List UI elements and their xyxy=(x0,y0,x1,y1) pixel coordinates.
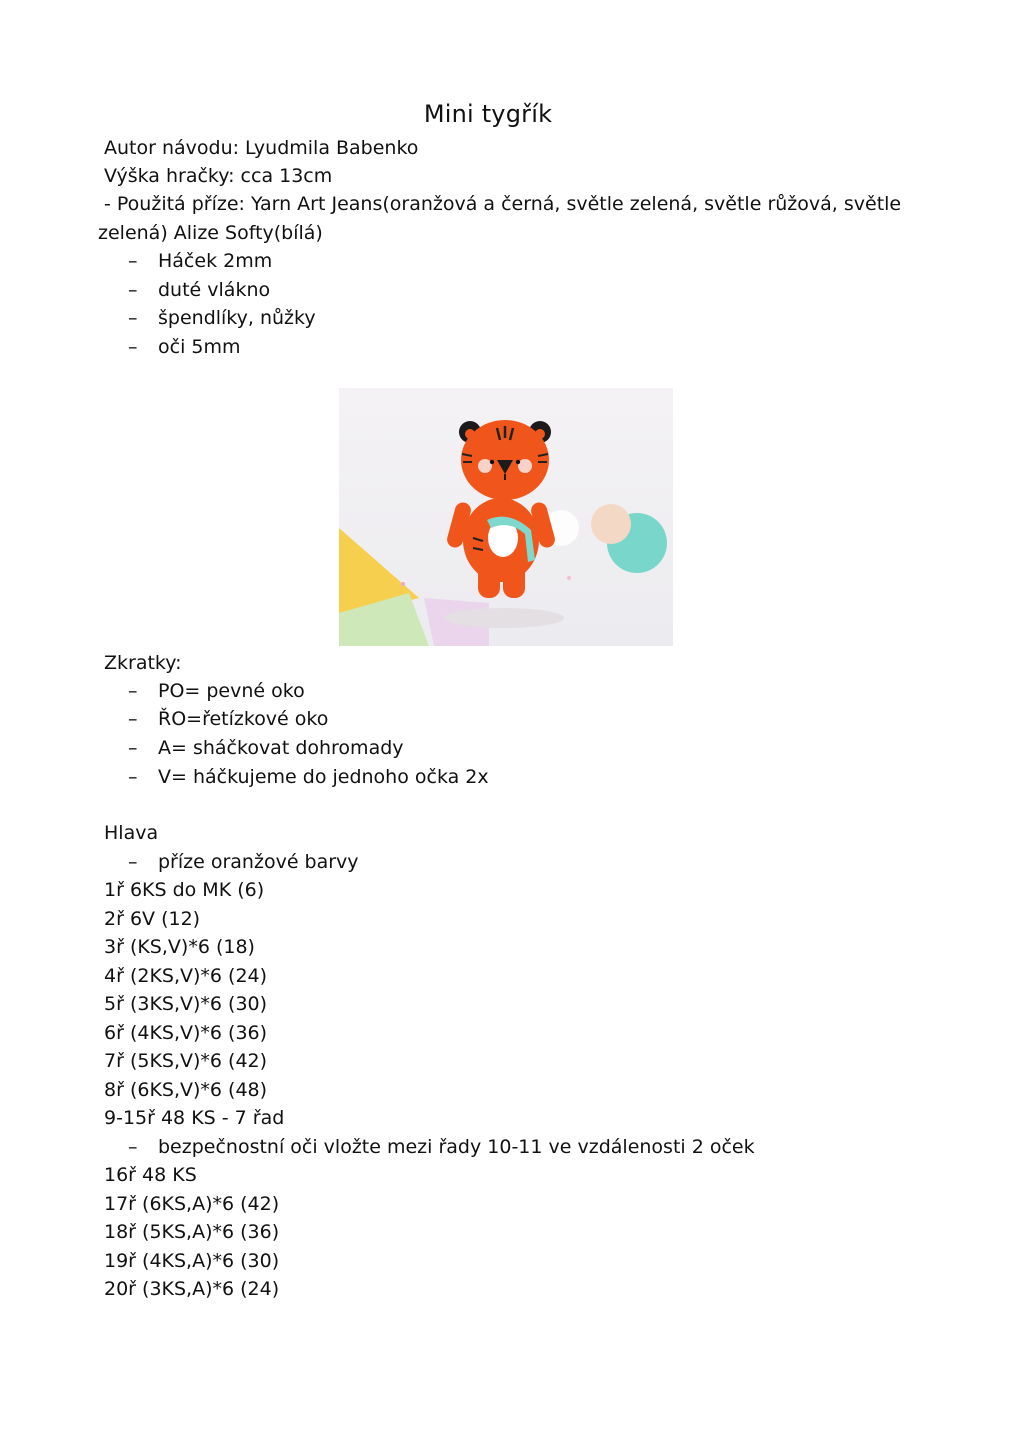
abbreviation-text: V= háčkujeme do jednoho očka 2x xyxy=(158,766,489,788)
pattern-row: 20ř (3KS,A)*6 (24) xyxy=(104,1278,280,1300)
pattern-row: 9-15ř 48 KS - 7 řad xyxy=(104,1107,285,1129)
pattern-row: 6ř (4KS,V)*6 (36) xyxy=(104,1022,268,1044)
abbreviations-heading: Zkratky: xyxy=(104,652,182,674)
yarn-line-2: zelená) Alize Softy(bílá) xyxy=(98,222,323,244)
abbreviation-text: ŘO=řetízkové oko xyxy=(158,708,329,730)
bullet-dash: – xyxy=(128,851,138,873)
pattern-row: 19ř (4KS,A)*6 (30) xyxy=(104,1250,280,1272)
yarn-line-1: - Použitá příze: Yarn Art Jeans(oranžová a černá, světle zelená, světle růžová, světle xyxy=(104,193,902,215)
bullet-dash: – xyxy=(128,279,138,301)
bullet-dash: – xyxy=(128,307,138,329)
bullet-dash: – xyxy=(128,250,138,272)
bullet-dash: – xyxy=(128,737,138,759)
material-text: Háček 2mm xyxy=(158,250,273,272)
material-text: oči 5mm xyxy=(158,336,241,358)
material-text: duté vlákno xyxy=(158,279,271,301)
bullet-dash: – xyxy=(128,680,138,702)
pattern-row: 1ř 6KS do MK (6) xyxy=(104,879,265,901)
bullet-dash: – xyxy=(128,1136,138,1158)
bullet-dash: – xyxy=(128,766,138,788)
head-heading: Hlava xyxy=(104,822,159,844)
pattern-row: 17ř (6KS,A)*6 (42) xyxy=(104,1193,280,1215)
eyes-note-text: bezpečnostní oči vložte mezi řady 10-11 ve vzdálenosti 2 oček xyxy=(158,1136,755,1158)
pattern-row: 5ř (3KS,V)*6 (30) xyxy=(104,993,268,1015)
author-line: Autor návodu: Lyudmila Babenko xyxy=(104,137,419,159)
pattern-row: 18ř (5KS,A)*6 (36) xyxy=(104,1221,280,1243)
abbreviation-text: A= sháčkovat dohromady xyxy=(158,737,404,759)
pattern-row: 8ř (6KS,V)*6 (48) xyxy=(104,1079,268,1101)
material-text: špendlíky, nůžky xyxy=(158,307,316,329)
height-line: Výška hračky: cca 13cm xyxy=(104,165,333,187)
pattern-row: 7ř (5KS,V)*6 (42) xyxy=(104,1050,268,1072)
bullet-dash: – xyxy=(128,708,138,730)
tiger-photo xyxy=(339,388,673,646)
abbreviation-text: PO= pevné oko xyxy=(158,680,305,702)
bullet-dash: – xyxy=(128,336,138,358)
yarn-note-text: příze oranžové barvy xyxy=(158,851,359,873)
pattern-row: 4ř (2KS,V)*6 (24) xyxy=(104,965,268,987)
pattern-row: 3ř (KS,V)*6 (18) xyxy=(104,936,255,958)
pattern-row: 2ř 6V (12) xyxy=(104,908,201,930)
pattern-row: 16ř 48 KS xyxy=(104,1164,197,1186)
document-title: Mini tygřík xyxy=(423,100,553,128)
